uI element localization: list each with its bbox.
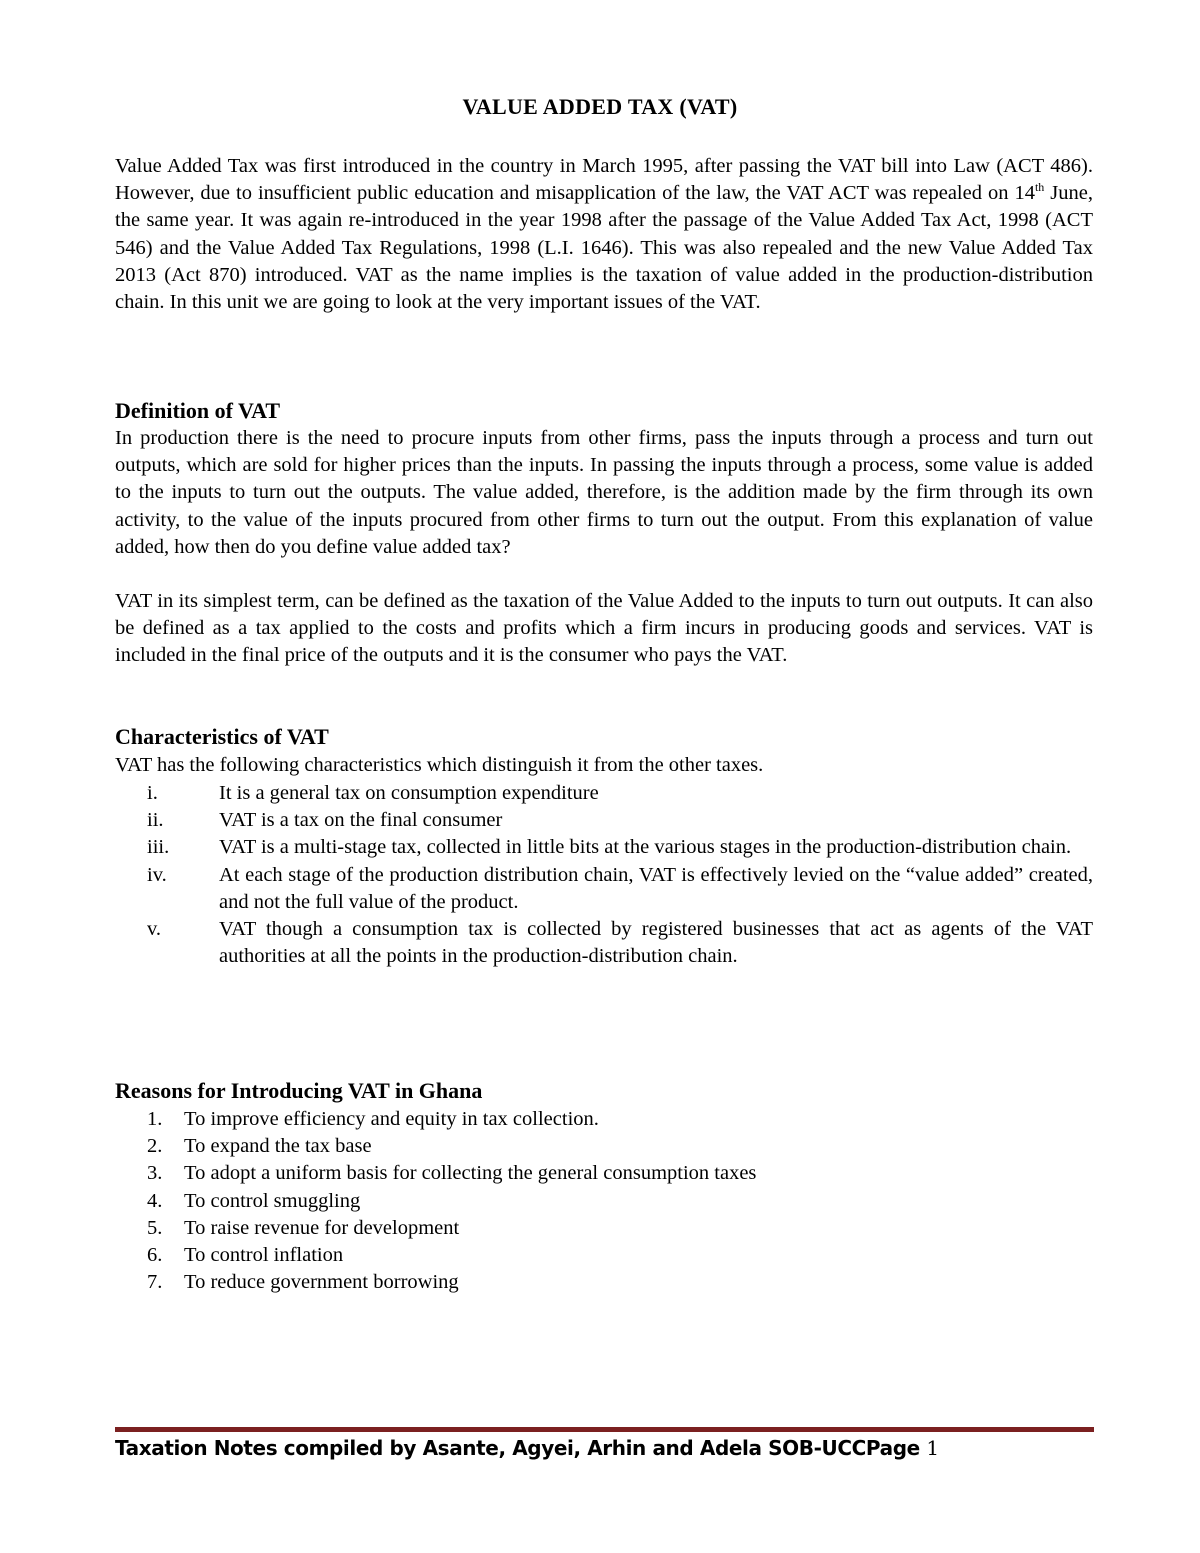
list-item-text: At each stage of the production distribution chain, VAT is effectively levied on the “value added” created, and not the full value of the product. (219, 863, 1093, 913)
list-item-number: 2. (147, 1135, 163, 1158)
intro-paragraph (115, 153, 1093, 316)
definition-heading: Definition of VAT (115, 398, 281, 423)
reasons-list (115, 1106, 756, 1296)
list-item-number: 6. (147, 1244, 163, 1267)
list-item-text: To control inflation (184, 1244, 344, 1267)
intro-superscript: th (1034, 180, 1045, 195)
list-item-number: i. (147, 782, 158, 804)
list-item (115, 1269, 756, 1296)
list-item-number: 5. (147, 1216, 163, 1239)
definition-paragraph-2: VAT in its simplest term, can be defined as the taxation of the Value Added to the inputs to turn out outputs. It can also be defined as a tax applied to the costs and profits which a firm incurs in producing goods and services. VAT is included in the final price of the outputs and it is the consumer who pays the VAT. (115, 590, 1093, 667)
list-item-text: To reduce government borrowing (184, 1271, 459, 1294)
list-item (115, 1106, 756, 1133)
list-item-text: VAT though a consumption tax is collected by registered businesses that act as agents of the VAT authorities at all the points in the production-distribution chain. (219, 918, 1093, 968)
list-item (115, 1242, 756, 1269)
list-item-text: To adopt a uniform basis for collecting the general consumption taxes (184, 1162, 757, 1185)
list-item (115, 916, 1093, 970)
list-item-number: 3. (147, 1162, 163, 1185)
intro-text-part1: Value Added Tax was first introduced in the country in March 1995, after passing the VAT bill into Law (ACT 486). However, due to insufficient public education and misapplication of the law, the VAT ACT was repealed on 14 (115, 155, 1093, 205)
list-item (115, 1188, 756, 1215)
footer-text: Taxation Notes compiled by Asante, Agyei, Arhin and Adela SOB-UCCPage (115, 1436, 920, 1460)
intro-text-part2: June, the same year. It was again re-introduced in the year 1998 after the passage of the Value Added Tax Act, 1998 (ACT 546) and the Value Added Tax Regulations, 1998 (L.I. 1646). This was also repealed and the new Value Added Tax 2013 (Act 870) introduced. VAT as the name implies is the taxation of value added in the production-distribution chain. In this unit we are going to look at the very important issues of the VAT. (115, 182, 1094, 314)
page-number: 1 (926, 1436, 939, 1460)
list-item-text: It is a general tax on consumption expenditure (219, 782, 599, 804)
reasons-heading: Reasons for Introducing VAT in Ghana (115, 1078, 483, 1103)
list-item-number: 1. (147, 1108, 163, 1130)
list-item (115, 1133, 756, 1160)
list-item-text: To control smuggling (184, 1189, 361, 1212)
characteristics-list (115, 780, 1093, 970)
list-item (115, 780, 1093, 807)
page-footer (115, 1436, 939, 1460)
list-item-number: 4. (147, 1189, 163, 1212)
list-item (115, 1215, 756, 1242)
list-item (115, 807, 1093, 834)
list-item (115, 834, 1093, 861)
list-item-number: 7. (147, 1271, 163, 1294)
characteristics-heading: Characteristics of VAT (115, 724, 329, 749)
list-item (115, 862, 1093, 916)
page-title: VALUE ADDED TAX (VAT) (462, 94, 738, 119)
list-item-text: To raise revenue for development (184, 1216, 460, 1239)
list-item-text: To improve efficiency and equity in tax collection. (184, 1108, 599, 1130)
definition-paragraph-1: In production there is the need to procure inputs from other firms, pass the inputs through a process and turn out outputs, which are sold for higher prices than the inputs. In passing the inputs through a process, some value is added to the inputs to turn out the outputs. The value added, therefore, is the addition made by the firm through its own activity, to the value of the inputs procured from other firms to turn out the output. From this explanation of value added, how then do you define value added tax? (115, 427, 1093, 558)
list-item-text: VAT is a tax on the final consumer (219, 809, 503, 832)
list-item-number: iv. (147, 863, 167, 886)
characteristics-intro: VAT has the following characteristics which distinguish it from the other taxes. (115, 754, 764, 776)
list-item-number: iii. (147, 836, 170, 859)
list-item (115, 1160, 756, 1187)
list-item-number: ii. (147, 809, 164, 832)
list-item-number: v. (147, 918, 162, 941)
footer-divider (115, 1427, 1094, 1432)
list-item-text: To expand the tax base (184, 1135, 372, 1158)
list-item-text: VAT is a multi-stage tax, collected in little bits at the various stages in the production-distribution chain. (219, 836, 1072, 859)
